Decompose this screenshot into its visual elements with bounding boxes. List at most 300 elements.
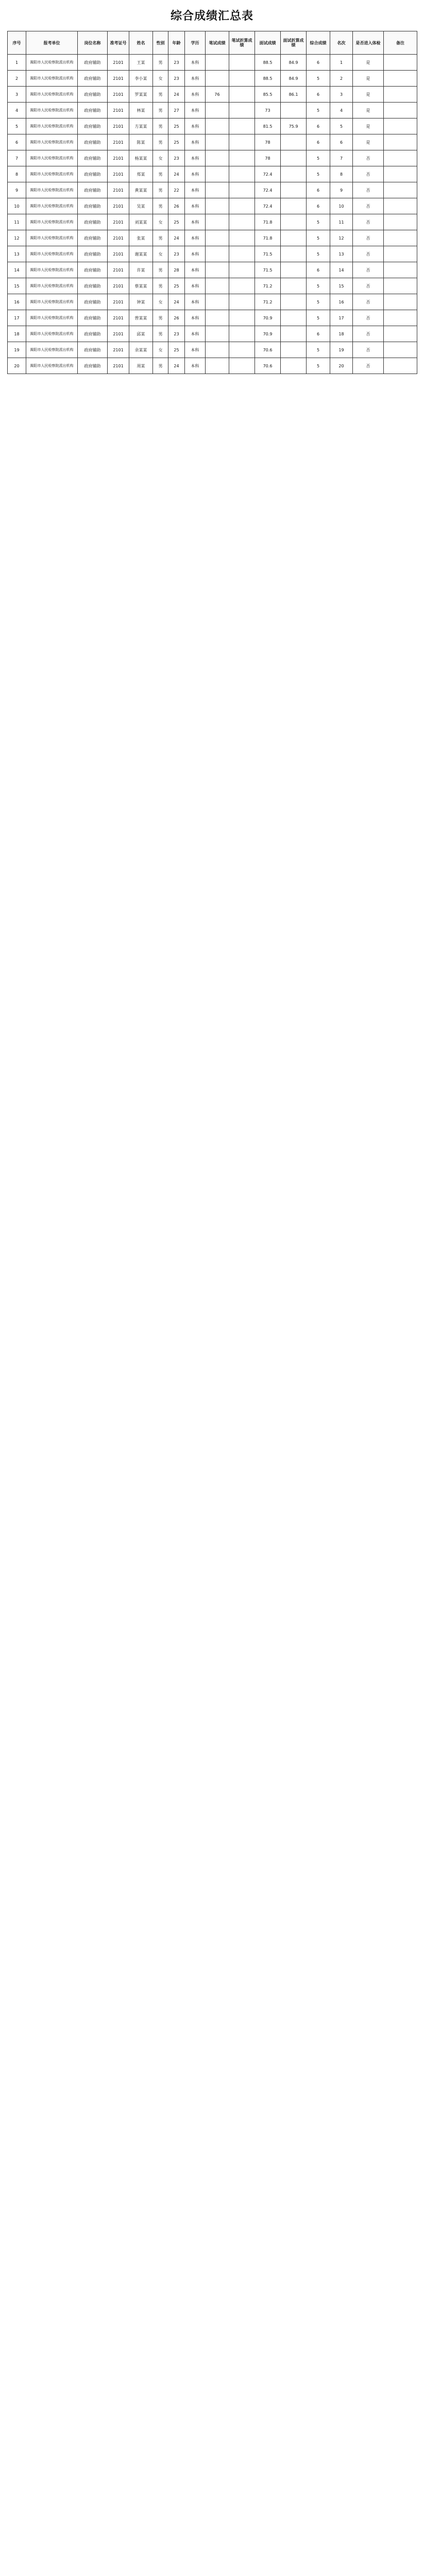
table-row [8, 358, 417, 374]
column-header: 年龄 [168, 31, 185, 55]
cell-post: 政府辅助 [78, 246, 108, 262]
cell-edu: 本科 [185, 326, 206, 342]
cell-tot: 6 [307, 182, 330, 198]
cell-code: 2101 [108, 310, 129, 326]
cell-age: 23 [168, 326, 185, 342]
cell-tot: 6 [307, 55, 330, 71]
cell-unit: 揭阳市人民检察院派出机构 [26, 166, 78, 182]
cell-rank: 5 [330, 118, 353, 134]
cell-m1: 72.4 [255, 198, 281, 214]
cell-name: 王某 [129, 55, 153, 71]
cell-edu: 本科 [185, 310, 206, 326]
cell-tot: 5 [307, 166, 330, 182]
cell-unit: 揭阳市人民检察院派出机构 [26, 358, 78, 374]
cell-w1 [206, 326, 229, 342]
cell-w1 [206, 134, 229, 150]
cell-name: 周某 [129, 358, 153, 374]
cell-note [384, 294, 417, 310]
cell-m2: 86.1 [281, 87, 307, 103]
cell-post: 政府辅助 [78, 262, 108, 278]
cell-m2 [281, 182, 307, 198]
cell-post: 政府辅助 [78, 214, 108, 230]
cell-age: 24 [168, 230, 185, 246]
table-row [8, 230, 417, 246]
cell-w2 [229, 150, 255, 166]
cell-code: 2101 [108, 278, 129, 294]
cell-yn: 否 [353, 326, 384, 342]
cell-sex: 男 [153, 55, 168, 71]
cell-w2 [229, 118, 255, 134]
cell-name: 刘某某 [129, 214, 153, 230]
column-header: 面试折算成绩 [281, 31, 307, 55]
cell-unit: 揭阳市人民检察院派出机构 [26, 294, 78, 310]
cell-code: 2101 [108, 358, 129, 374]
cell-m1: 85.5 [255, 87, 281, 103]
cell-edu: 本科 [185, 87, 206, 103]
cell-rank: 11 [330, 214, 353, 230]
cell-post: 政府辅助 [78, 230, 108, 246]
cell-m2 [281, 246, 307, 262]
cell-name: 林某 [129, 103, 153, 118]
table-row [8, 198, 417, 214]
cell-note [384, 278, 417, 294]
cell-w1 [206, 310, 229, 326]
cell-rank: 7 [330, 150, 353, 166]
cell-unit: 揭阳市人民检察院派出机构 [26, 326, 78, 342]
cell-m2 [281, 294, 307, 310]
column-header: 报考单位 [26, 31, 78, 55]
cell-yn: 是 [353, 134, 384, 150]
cell-sex: 男 [153, 310, 168, 326]
cell-yn: 否 [353, 278, 384, 294]
cell-m1: 78 [255, 134, 281, 150]
cell-name: 郑某 [129, 166, 153, 182]
cell-unit: 揭阳市人民检察院派出机构 [26, 182, 78, 198]
cell-unit: 揭阳市人民检察院派出机构 [26, 87, 78, 103]
cell-yn: 否 [353, 310, 384, 326]
cell-unit: 揭阳市人民检察院派出机构 [26, 262, 78, 278]
cell-yn: 否 [353, 342, 384, 358]
column-header: 笔试折算成绩 [229, 31, 255, 55]
cell-name: 李小某 [129, 71, 153, 87]
cell-unit: 揭阳市人民检察院派出机构 [26, 150, 78, 166]
cell-sex: 男 [153, 134, 168, 150]
column-header: 名次 [330, 31, 353, 55]
cell-m1: 71.5 [255, 246, 281, 262]
cell-m2 [281, 214, 307, 230]
cell-unit: 揭阳市人民检察院派出机构 [26, 230, 78, 246]
table-row [8, 71, 417, 87]
cell-sex: 男 [153, 103, 168, 118]
cell-w2 [229, 55, 255, 71]
cell-sex: 男 [153, 278, 168, 294]
cell-edu: 本科 [185, 134, 206, 150]
column-header: 备注 [384, 31, 417, 55]
cell-note [384, 55, 417, 71]
cell-m1: 72.4 [255, 166, 281, 182]
cell-tot: 5 [307, 358, 330, 374]
cell-code: 2101 [108, 246, 129, 262]
cell-m1: 81.5 [255, 118, 281, 134]
column-header: 准考证号 [108, 31, 129, 55]
cell-post: 政府辅助 [78, 55, 108, 71]
cell-m1: 78 [255, 150, 281, 166]
cell-w2 [229, 134, 255, 150]
cell-w2 [229, 294, 255, 310]
cell-rank: 13 [330, 246, 353, 262]
cell-w2 [229, 278, 255, 294]
table-row [8, 118, 417, 134]
cell-no: 2 [8, 71, 26, 87]
cell-tot: 5 [307, 246, 330, 262]
cell-unit: 揭阳市人民检察院派出机构 [26, 342, 78, 358]
cell-unit: 揭阳市人民检察院派出机构 [26, 278, 78, 294]
cell-name: 吴某 [129, 198, 153, 214]
cell-no: 10 [8, 198, 26, 214]
cell-yn: 否 [353, 198, 384, 214]
cell-unit: 揭阳市人民检察院派出机构 [26, 310, 78, 326]
cell-age: 24 [168, 294, 185, 310]
cell-post: 政府辅助 [78, 182, 108, 198]
cell-edu: 本科 [185, 118, 206, 134]
cell-w1 [206, 246, 229, 262]
cell-rank: 18 [330, 326, 353, 342]
cell-m2 [281, 230, 307, 246]
cell-sex: 男 [153, 262, 168, 278]
cell-w2 [229, 326, 255, 342]
cell-w1 [206, 118, 229, 134]
cell-unit: 揭阳市人民检察院派出机构 [26, 214, 78, 230]
page-title: 综合成绩汇总表 [170, 10, 253, 23]
column-header: 姓名 [129, 31, 153, 55]
cell-post: 政府辅助 [78, 118, 108, 134]
cell-w1 [206, 262, 229, 278]
cell-name: 陈某 [129, 134, 153, 150]
cell-name: 曾某某 [129, 310, 153, 326]
cell-yn: 是 [353, 71, 384, 87]
cell-note [384, 134, 417, 150]
cell-no: 6 [8, 134, 26, 150]
cell-edu: 本科 [185, 71, 206, 87]
cell-tot: 5 [307, 150, 330, 166]
cell-post: 政府辅助 [78, 166, 108, 182]
cell-code: 2101 [108, 294, 129, 310]
cell-age: 25 [168, 342, 185, 358]
cell-code: 2101 [108, 118, 129, 134]
cell-name: 张某 [129, 230, 153, 246]
cell-sex: 男 [153, 87, 168, 103]
cell-note [384, 246, 417, 262]
cell-edu: 本科 [185, 198, 206, 214]
cell-edu: 本科 [185, 358, 206, 374]
cell-name: 谢某某 [129, 246, 153, 262]
cell-sex: 男 [153, 326, 168, 342]
cell-w1 [206, 342, 229, 358]
cell-age: 23 [168, 55, 185, 71]
cell-note [384, 118, 417, 134]
cell-w1 [206, 214, 229, 230]
cell-code: 2101 [108, 230, 129, 246]
cell-w2 [229, 87, 255, 103]
cell-m2: 84.9 [281, 71, 307, 87]
cell-sex: 男 [153, 358, 168, 374]
cell-no: 3 [8, 87, 26, 103]
table-row [8, 246, 417, 262]
cell-rank: 2 [330, 71, 353, 87]
cell-m1: 71.5 [255, 262, 281, 278]
table-row [8, 294, 417, 310]
cell-sex: 女 [153, 246, 168, 262]
cell-rank: 1 [330, 55, 353, 71]
table-row [8, 55, 417, 71]
cell-m1: 71.8 [255, 230, 281, 246]
cell-post: 政府辅助 [78, 198, 108, 214]
cell-unit: 揭阳市人民检察院派出机构 [26, 134, 78, 150]
cell-tot: 5 [307, 294, 330, 310]
cell-rank: 8 [330, 166, 353, 182]
cell-code: 2101 [108, 71, 129, 87]
cell-rank: 20 [330, 358, 353, 374]
cell-yn: 否 [353, 182, 384, 198]
cell-age: 25 [168, 118, 185, 134]
cell-tot: 6 [307, 326, 330, 342]
cell-edu: 本科 [185, 246, 206, 262]
cell-m1: 70.6 [255, 342, 281, 358]
column-header: 面试成绩 [255, 31, 281, 55]
cell-sex: 女 [153, 71, 168, 87]
cell-yn: 否 [353, 358, 384, 374]
column-header: 性别 [153, 31, 168, 55]
cell-rank: 16 [330, 294, 353, 310]
cell-w2 [229, 358, 255, 374]
cell-edu: 本科 [185, 278, 206, 294]
cell-m2 [281, 134, 307, 150]
cell-m2 [281, 358, 307, 374]
cell-m2 [281, 342, 307, 358]
cell-w1 [206, 358, 229, 374]
cell-m1: 88.5 [255, 55, 281, 71]
cell-w2 [229, 230, 255, 246]
cell-unit: 揭阳市人民检察院派出机构 [26, 55, 78, 71]
cell-note [384, 150, 417, 166]
cell-sex: 女 [153, 214, 168, 230]
cell-post: 政府辅助 [78, 87, 108, 103]
cell-tot: 5 [307, 342, 330, 358]
cell-note [384, 166, 417, 182]
cell-code: 2101 [108, 103, 129, 118]
cell-rank: 12 [330, 230, 353, 246]
cell-no: 5 [8, 118, 26, 134]
cell-yn: 否 [353, 166, 384, 182]
cell-code: 2101 [108, 262, 129, 278]
cell-m1: 70.9 [255, 326, 281, 342]
cell-note [384, 198, 417, 214]
cell-tot: 5 [307, 310, 330, 326]
cell-m2 [281, 198, 307, 214]
cell-w1 [206, 294, 229, 310]
cell-name: 方某某 [129, 118, 153, 134]
cell-note [384, 214, 417, 230]
cell-w1 [206, 103, 229, 118]
table-row [8, 134, 417, 150]
cell-no: 18 [8, 326, 26, 342]
cell-w1 [206, 230, 229, 246]
cell-rank: 10 [330, 198, 353, 214]
cell-name: 杨某某 [129, 150, 153, 166]
table-row [8, 166, 417, 182]
cell-m2 [281, 326, 307, 342]
cell-w1 [206, 55, 229, 71]
cell-edu: 本科 [185, 166, 206, 182]
cell-post: 政府辅助 [78, 294, 108, 310]
cell-no: 20 [8, 358, 26, 374]
cell-name: 罗某某 [129, 87, 153, 103]
cell-m2 [281, 310, 307, 326]
cell-sex: 男 [153, 118, 168, 134]
cell-w2 [229, 246, 255, 262]
cell-tot: 6 [307, 87, 330, 103]
cell-code: 2101 [108, 198, 129, 214]
cell-rank: 17 [330, 310, 353, 326]
cell-age: 25 [168, 214, 185, 230]
cell-age: 26 [168, 310, 185, 326]
cell-no: 8 [8, 166, 26, 182]
cell-tot: 5 [307, 214, 330, 230]
table-row [8, 278, 417, 294]
cell-unit: 揭阳市人民检察院派出机构 [26, 118, 78, 134]
cell-age: 22 [168, 182, 185, 198]
cell-note [384, 71, 417, 87]
cell-note [384, 262, 417, 278]
cell-no: 7 [8, 150, 26, 166]
cell-name: 余某某 [129, 342, 153, 358]
cell-m1: 71.2 [255, 278, 281, 294]
cell-m2 [281, 262, 307, 278]
cell-yn: 否 [353, 214, 384, 230]
cell-post: 政府辅助 [78, 310, 108, 326]
cell-no: 13 [8, 246, 26, 262]
cell-note [384, 182, 417, 198]
column-header: 综合成绩 [307, 31, 330, 55]
cell-rank: 15 [330, 278, 353, 294]
cell-age: 25 [168, 134, 185, 150]
table-row [8, 262, 417, 278]
cell-edu: 本科 [185, 103, 206, 118]
table-row [8, 182, 417, 198]
cell-age: 26 [168, 198, 185, 214]
cell-unit: 揭阳市人民检察院派出机构 [26, 198, 78, 214]
cell-code: 2101 [108, 166, 129, 182]
cell-m1: 70.9 [255, 310, 281, 326]
cell-age: 24 [168, 358, 185, 374]
cell-m2 [281, 166, 307, 182]
cell-w1 [206, 198, 229, 214]
cell-rank: 19 [330, 342, 353, 358]
cell-yn: 是 [353, 87, 384, 103]
cell-w2 [229, 182, 255, 198]
column-header: 岗位名称 [78, 31, 108, 55]
cell-sex: 女 [153, 294, 168, 310]
table-row [8, 310, 417, 326]
cell-no: 9 [8, 182, 26, 198]
cell-w1 [206, 278, 229, 294]
cell-w1 [206, 150, 229, 166]
cell-age: 25 [168, 278, 185, 294]
cell-m1: 72.4 [255, 182, 281, 198]
cell-code: 2101 [108, 134, 129, 150]
cell-no: 17 [8, 310, 26, 326]
cell-m1: 70.6 [255, 358, 281, 374]
cell-age: 28 [168, 262, 185, 278]
cell-no: 19 [8, 342, 26, 358]
cell-no: 14 [8, 262, 26, 278]
cell-m2 [281, 103, 307, 118]
cell-tot: 6 [307, 262, 330, 278]
cell-rank: 9 [330, 182, 353, 198]
cell-note [384, 310, 417, 326]
cell-post: 政府辅助 [78, 326, 108, 342]
cell-w2 [229, 166, 255, 182]
cell-m1: 73 [255, 103, 281, 118]
cell-post: 政府辅助 [78, 150, 108, 166]
cell-sex: 男 [153, 182, 168, 198]
cell-yn: 否 [353, 262, 384, 278]
cell-no: 4 [8, 103, 26, 118]
cell-sex: 女 [153, 150, 168, 166]
column-header: 序号 [8, 31, 26, 55]
cell-name: 许某 [129, 262, 153, 278]
cell-code: 2101 [108, 87, 129, 103]
cell-w1: 76 [206, 87, 229, 103]
cell-post: 政府辅助 [78, 278, 108, 294]
cell-yn: 否 [353, 150, 384, 166]
cell-no: 11 [8, 214, 26, 230]
cell-rank: 4 [330, 103, 353, 118]
cell-post: 政府辅助 [78, 358, 108, 374]
cell-w2 [229, 214, 255, 230]
table-row [8, 342, 417, 358]
cell-yn: 否 [353, 230, 384, 246]
cell-unit: 揭阳市人民检察院派出机构 [26, 246, 78, 262]
cell-code: 2101 [108, 214, 129, 230]
column-header: 笔试成绩 [206, 31, 229, 55]
cell-m1: 71.2 [255, 294, 281, 310]
cell-note [384, 87, 417, 103]
cell-edu: 本科 [185, 182, 206, 198]
cell-no: 16 [8, 294, 26, 310]
cell-name: 黄某某 [129, 182, 153, 198]
cell-m2 [281, 150, 307, 166]
cell-note [384, 230, 417, 246]
cell-rank: 6 [330, 134, 353, 150]
cell-age: 23 [168, 150, 185, 166]
cell-sex: 男 [153, 198, 168, 214]
cell-edu: 本科 [185, 150, 206, 166]
cell-sex: 女 [153, 342, 168, 358]
cell-name: 蔡某某 [129, 278, 153, 294]
cell-m1: 71.8 [255, 214, 281, 230]
cell-post: 政府辅助 [78, 342, 108, 358]
cell-code: 2101 [108, 182, 129, 198]
cell-rank: 3 [330, 87, 353, 103]
cell-note [384, 326, 417, 342]
score-summary-table [7, 31, 417, 374]
cell-w2 [229, 262, 255, 278]
cell-code: 2101 [108, 150, 129, 166]
cell-code: 2101 [108, 326, 129, 342]
table-row [8, 103, 417, 118]
cell-yn: 是 [353, 103, 384, 118]
